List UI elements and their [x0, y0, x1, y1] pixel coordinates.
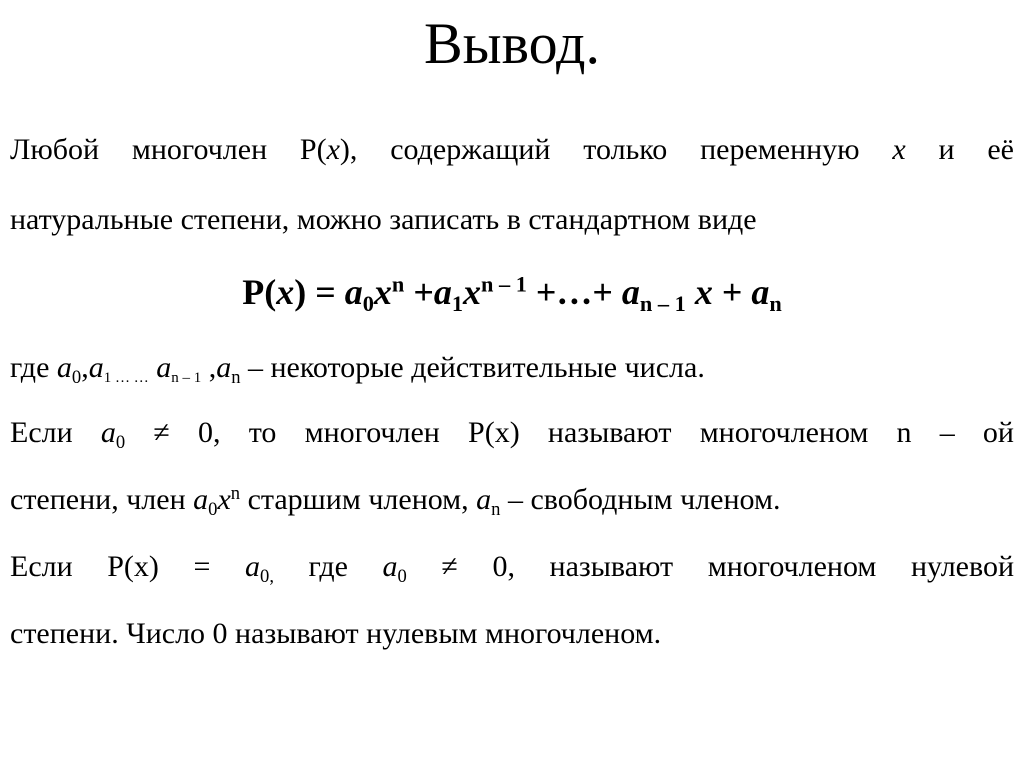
- text-span: – некоторые действительные числа.: [240, 351, 705, 384]
- paragraph-2: [10, 348, 1014, 388]
- paragraph-1-line-2: натуральные степени, можно записать в стандартном виде: [10, 203, 757, 236]
- variable-x: x: [326, 133, 340, 166]
- text-span: Если P(x) =: [10, 550, 246, 583]
- formula-var: x: [276, 272, 295, 312]
- formula-part: +: [712, 272, 752, 312]
- paragraph-3-line-2: [10, 480, 1014, 520]
- subscript: 0,: [260, 565, 274, 587]
- subscript: n – 1: [639, 291, 686, 317]
- coef-a: a: [344, 272, 363, 312]
- text-span: ≠ 0, называют многочленом нулевой: [406, 550, 1015, 583]
- formula-var: x: [217, 483, 231, 516]
- superscript: n: [230, 482, 241, 504]
- text-span: – свободным членом.: [500, 483, 781, 516]
- formula-var: x: [694, 272, 713, 312]
- text-span: и её: [905, 133, 1014, 166]
- subscript: n: [491, 498, 501, 520]
- subscript: 0: [362, 291, 374, 317]
- paragraph-1-line-1: [10, 130, 1014, 170]
- coef-a: a: [193, 483, 209, 516]
- subscript: 1: [451, 291, 463, 317]
- subscript: 1 … …: [103, 369, 149, 386]
- coef-a: a: [382, 550, 398, 583]
- text-span: ,: [201, 351, 217, 384]
- coef-a: a: [156, 351, 172, 384]
- text-span: ), содержащий только переменную: [339, 133, 893, 166]
- formula-var: x: [463, 272, 481, 312]
- subscript: 0: [208, 498, 218, 520]
- paragraph-4-line-2: степени. Число 0 называют нулевым многочленом.: [10, 617, 662, 650]
- slide-title: Вывод.: [424, 11, 600, 76]
- formula-part: ) =: [294, 272, 345, 312]
- superscript: n: [391, 271, 405, 297]
- subscript: 0: [71, 366, 82, 388]
- coef-a: a: [621, 272, 640, 312]
- coef-a: a: [216, 351, 232, 384]
- subscript: n: [769, 291, 782, 317]
- formula-part: +: [404, 272, 434, 312]
- text-span: ,: [81, 351, 89, 384]
- paragraph-3-line-1: [10, 413, 1014, 453]
- formula-part: P(: [242, 272, 277, 312]
- coef-a: a: [433, 272, 452, 312]
- coef-a: a: [100, 416, 116, 449]
- coef-a: a: [56, 351, 72, 384]
- text-span: где: [273, 550, 383, 583]
- coef-a: a: [476, 483, 492, 516]
- formula-var: x: [373, 272, 392, 312]
- text-span: старшим членом,: [240, 483, 477, 516]
- standard-form-formula: [0, 268, 1024, 316]
- text-span: степени, член: [10, 483, 194, 516]
- paragraph-4-line-1: [10, 547, 1014, 587]
- subscript: n – 1: [171, 369, 202, 386]
- variable-x: x: [892, 133, 906, 166]
- coef-a: a: [751, 272, 770, 312]
- text-span: Если: [10, 416, 101, 449]
- coef-a: a: [88, 351, 104, 384]
- formula-part: +…+: [526, 272, 622, 312]
- superscript: n – 1: [481, 271, 527, 297]
- text-span: где: [10, 351, 57, 384]
- subscript: 0: [397, 565, 407, 587]
- text-span: ≠ 0, то многочлен P(x) называют многочленом n – ой: [125, 416, 1014, 449]
- coef-a: a: [245, 550, 261, 583]
- subscript: n: [231, 366, 241, 388]
- text-span: Любой многочлен P(: [10, 133, 327, 166]
- subscript: 0: [115, 431, 126, 453]
